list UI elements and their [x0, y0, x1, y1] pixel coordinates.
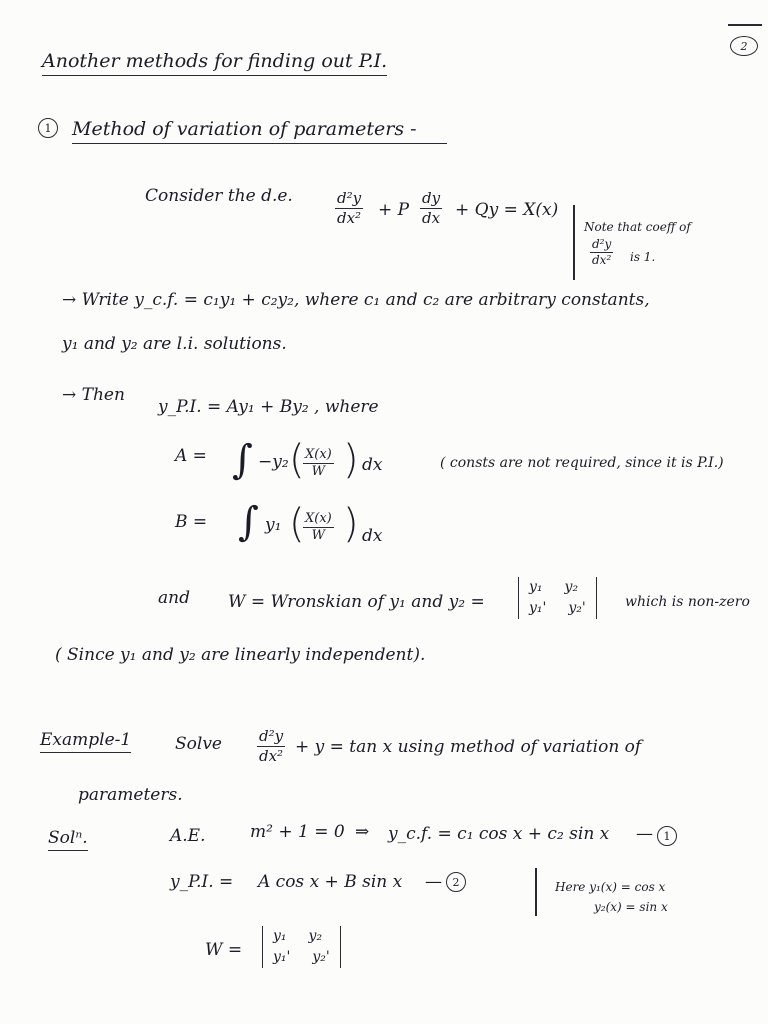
- a-fraction: [303, 448, 334, 480]
- b-num: X(x): [303, 512, 334, 528]
- w-y2p: y₂': [568, 600, 586, 616]
- w-y1p: y₁': [529, 600, 547, 616]
- wronskian-matrix: [518, 577, 597, 619]
- wronskian-tail: which is non-zero: [625, 594, 750, 610]
- b-fraction: [303, 512, 334, 544]
- ypi-label: y_P.I. =: [170, 872, 234, 892]
- a-integral: ∫: [232, 437, 253, 483]
- ref2-text: 2: [452, 875, 460, 889]
- w-lhs: W =: [205, 940, 243, 960]
- w-y2: y₂: [564, 579, 579, 595]
- example-solve: Solve: [175, 734, 222, 754]
- corner-line: [728, 24, 762, 26]
- ypi-equation: A cos x + B sin x: [258, 872, 403, 892]
- d2y-numerator: d²y: [337, 189, 362, 207]
- dx-denominator: dx: [422, 208, 441, 227]
- example-d2y: d²y: [259, 727, 284, 745]
- sw-y1p: y₁': [273, 949, 291, 965]
- note-tail: is 1.: [630, 250, 656, 264]
- b-open-paren: (: [289, 501, 305, 547]
- write-line: → Write y_c.f. = c₁y₁ + c₂y₂, where c₁ and c₂ are arbitrary constants,: [62, 290, 650, 310]
- sw-y1: y₁: [273, 928, 287, 944]
- de-rest: + Qy = X(x): [455, 200, 559, 220]
- a-close-paren: ): [343, 437, 359, 483]
- solution-label: Solⁿ.: [48, 828, 88, 851]
- note-fraction: [590, 238, 613, 267]
- sw-y2p: y₂': [312, 949, 330, 965]
- wronskian-lead: and: [158, 588, 190, 608]
- wronskian-text: W = Wronskian of y₁ and y₂ =: [228, 592, 485, 612]
- b-integrand: y₁: [265, 515, 282, 535]
- section-number-text: 1: [44, 121, 52, 135]
- note-d2y: d²y: [590, 238, 613, 253]
- example-equation: + y = tan x using method of variation of: [295, 737, 642, 757]
- dx2-denominator: dx²: [337, 208, 362, 227]
- here-divider: [535, 868, 537, 916]
- a-integrand: −y₂: [258, 452, 289, 472]
- a-dx: dx: [362, 455, 383, 475]
- sw-y2: y₂: [308, 928, 323, 944]
- example-continuation: parameters.: [78, 785, 183, 805]
- b-den: W: [311, 528, 326, 544]
- ae-equation: m² + 1 = 0: [250, 822, 345, 842]
- ref1-text: 1: [663, 829, 671, 843]
- a-den: W: [311, 464, 326, 480]
- ref1-circle: [657, 826, 677, 846]
- solution-w-matrix: [262, 926, 341, 968]
- then-equation: y_P.I. = Ay₁ + By₂ , where: [158, 397, 379, 417]
- since-line: ( Since y₁ and y₂ are linearly independent).: [55, 645, 426, 665]
- section-number: [38, 118, 58, 138]
- then-lead: → Then: [62, 385, 125, 405]
- a-num: X(x): [303, 448, 334, 464]
- a-note: ( consts are not required, since it is P.I.): [440, 455, 724, 471]
- example-dx2: dx²: [259, 746, 284, 765]
- b-close-paren: ): [343, 501, 359, 547]
- here-line-1: Here y₁(x) = cos x: [555, 880, 666, 894]
- a-open-paren: (: [289, 437, 305, 483]
- ref1-dash: —: [636, 824, 653, 844]
- dy-dx-fraction: [420, 190, 442, 226]
- w-y1: y₁: [529, 579, 543, 595]
- example-label: Example-1: [40, 730, 131, 753]
- ref2-circle: [446, 872, 466, 892]
- a-lhs: A =: [175, 446, 207, 466]
- ycf-equation: y_c.f. = c₁ cos x + c₂ sin x: [388, 824, 610, 844]
- ae-label: A.E.: [170, 826, 206, 846]
- d2y-dx2-fraction: [335, 190, 363, 226]
- note-text: Note that coeff of: [584, 220, 691, 234]
- consider-lead: Consider the d.e.: [145, 186, 293, 206]
- b-dx: dx: [362, 526, 383, 546]
- b-lhs: B =: [175, 512, 208, 532]
- ref2-dash: —: [425, 872, 442, 892]
- li-line: y₁ and y₂ are l.i. solutions.: [62, 334, 287, 354]
- plus-p: + P: [378, 200, 410, 220]
- note-divider: [573, 205, 575, 280]
- note-dx2: dx²: [592, 253, 612, 268]
- page-number-text: 2: [740, 39, 748, 53]
- page-number: [730, 36, 758, 56]
- here-line-2: y₂(x) = sin x: [594, 900, 668, 914]
- page-title: Another methods for finding out P.I.: [42, 50, 387, 76]
- implies-arrow: ⇒: [355, 822, 370, 842]
- example-fraction: [257, 728, 285, 764]
- b-integral: ∫: [238, 499, 259, 545]
- dy-numerator: dy: [422, 189, 441, 207]
- section-title: Method of variation of parameters -: [72, 118, 447, 144]
